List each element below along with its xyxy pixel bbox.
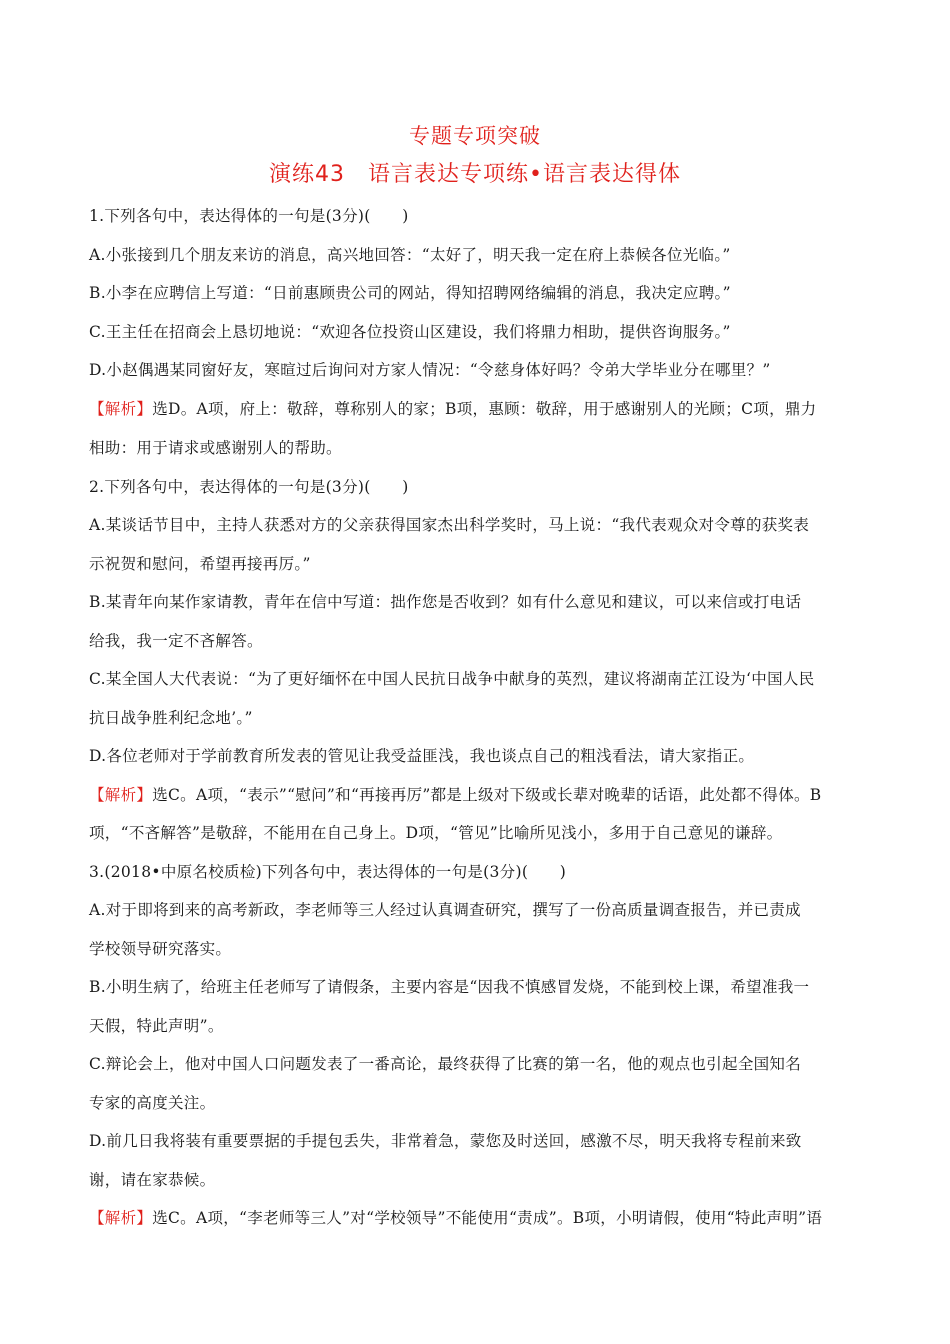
question-1-option-a: A.小张接到几个朋友来访的消息，高兴地回答：“太好了，明天我一定在府上恭候各位光临。” <box>89 246 731 264</box>
question-3-option-d-line-1: D.前几日我将装有重要票据的手提包丢失，非常着急，蒙您及时送回，感激不尽，明天我将专程前来致 <box>89 1132 802 1150</box>
analysis-tag: 【解析】 <box>89 400 153 418</box>
question-3-option-b-line-2: 天假，特此声明”。 <box>89 1017 224 1035</box>
question-3-option-c-line-1: C.辩论会上，他对中国人口问题发表了一番高论，最终获得了比赛的第一名，他的观点也引起全国知名 <box>89 1055 802 1073</box>
analysis-text: 选C。A项，“表示”“慰问”和“再接再厉”都是上级对下级或长辈对晚辈的话语，此处都不得体。B <box>152 786 822 804</box>
question-3-stem: 3.(2018•中原名校质检)下列各句中，表达得体的一句是(3分)( ) <box>89 863 567 881</box>
question-2-option-a-line-2: 示祝贺和慰问，希望再接再厉。” <box>89 555 311 573</box>
question-2-option-c-line-1: C.某全国人大代表说：“为了更好缅怀在中国人民抗日战争中献身的英烈，建议将湖南芷江设为‘中国人民 <box>89 670 815 688</box>
page-subtitle: 演练43 语言表达专项练•语言表达得体 <box>269 162 681 187</box>
question-3-option-a-line-1: A.对于即将到来的高考新政，李老师等三人经过认真调查研究，撰写了一份高质量调查报告，并已责成 <box>89 901 801 919</box>
question-2-option-a-line-1: A.某谈话节目中，主持人获悉对方的父亲获得国家杰出科学奖时，马上说：“我代表观众对令尊的获奖表 <box>89 516 810 534</box>
analysis-2-line-2: 项，“不吝解答”是敬辞，不能用在自己身上。D项，“管见”比喻所见浅小，多用于自己意见的谦辞。 <box>89 824 783 842</box>
analysis-2-line-1 <box>89 784 864 806</box>
question-2-option-b-line-1: B.某青年向某作家请教，青年在信中写道：拙作您是否收到？如有什么意见和建议，可以来信或打电话 <box>89 593 802 611</box>
question-1-stem: 1.下列各句中，表达得体的一句是(3分)( ) <box>89 207 409 225</box>
question-2-stem: 2.下列各句中，表达得体的一句是(3分)( ) <box>89 478 409 496</box>
question-3-option-c-line-2: 专家的高度关注。 <box>89 1094 216 1112</box>
analysis-1-line-2: 相助：用于请求或感谢别人的帮助。 <box>89 439 342 457</box>
analysis-text: 选C。A项，“李老师等三人”对“学校领导”不能使用“责成”。B项，小明请假，使用“特此声明”语 <box>152 1209 823 1227</box>
analysis-tag: 【解析】 <box>89 786 153 804</box>
analysis-tag: 【解析】 <box>89 1209 153 1227</box>
page-title: 专题专项突破 <box>409 124 541 148</box>
question-1-option-c: C.王主任在招商会上恳切地说：“欢迎各位投资山区建设，我们将鼎力相助，提供咨询服务。” <box>89 323 731 341</box>
question-2-option-d: D.各位老师对于学前教育所发表的管见让我受益匪浅，我也谈点自己的粗浅看法，请大家指正。 <box>89 747 755 765</box>
question-3-option-d-line-2: 谢，请在家恭候。 <box>89 1171 216 1189</box>
question-1-option-d: D.小赵偶遇某同窗好友，寒暄过后询问对方家人情况：“令慈身体好吗？令弟大学毕业分在哪里？” <box>89 361 771 379</box>
question-3-option-b-line-1: B.小明生病了，给班主任老师写了请假条，主要内容是“因我不慎感冒发烧，不能到校上课，希望准我一 <box>89 978 810 996</box>
question-2-option-b-line-2: 给我，我一定不吝解答。 <box>89 632 263 650</box>
analysis-3-line-1 <box>89 1207 864 1229</box>
question-1-option-b: B.小李在应聘信上写道：“日前惠顾贵公司的网站，得知招聘网络编辑的消息，我决定应聘。” <box>89 284 731 302</box>
analysis-text: 选D。A项，府上：敬辞，尊称别人的家；B项，惠顾：敬辞，用于感谢别人的光顾；C项，鼎力 <box>152 400 817 418</box>
question-3-option-a-line-2: 学校领导研究落实。 <box>89 940 232 958</box>
analysis-1-line-1 <box>89 398 864 420</box>
question-2-option-c-line-2: 抗日战争胜利纪念地’。” <box>89 709 253 727</box>
